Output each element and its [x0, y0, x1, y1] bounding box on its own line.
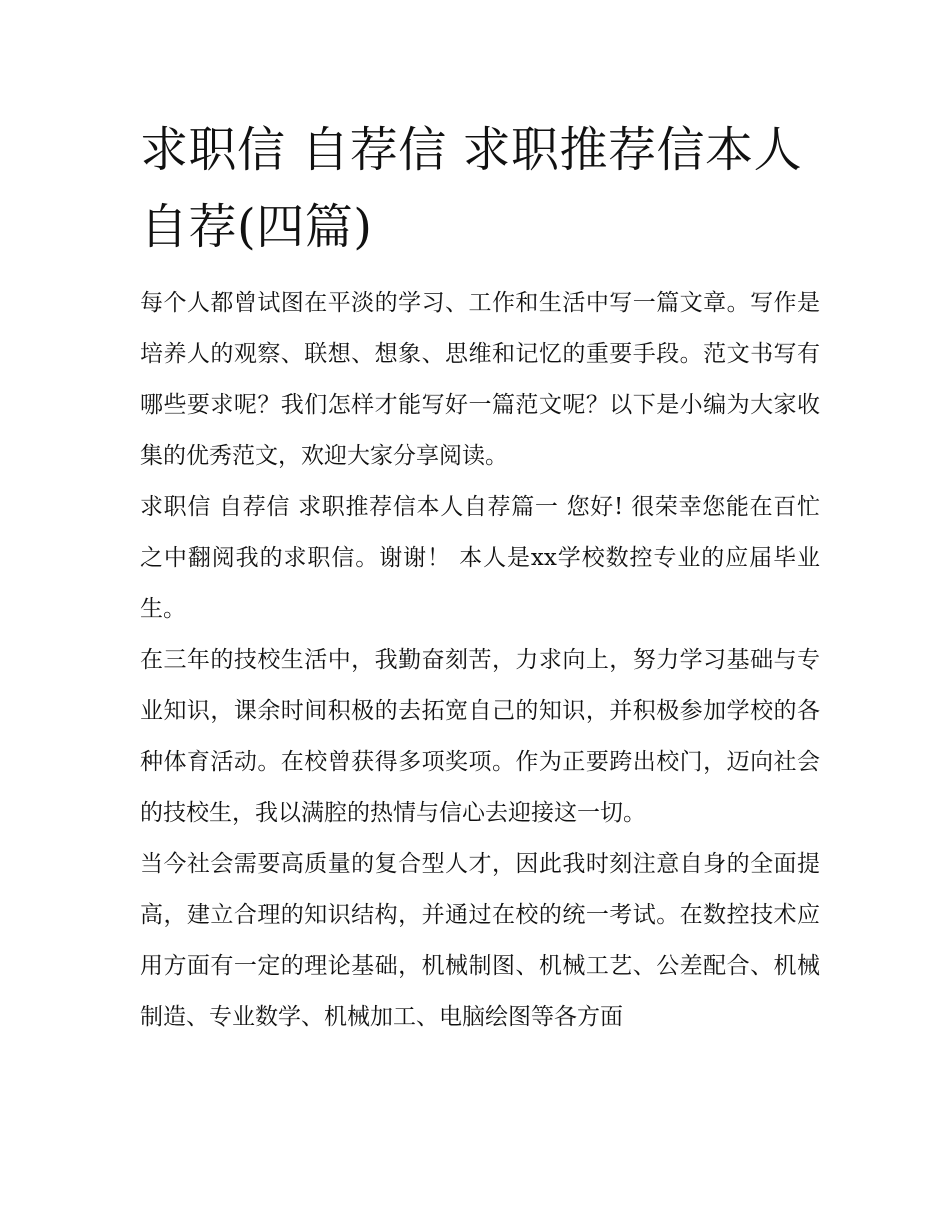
paragraph-skills: 当今社会需要高质量的复合型人才，因此我时刻注意自身的全面提高，建立合理的知识结构，并通过在校的统一考试。在数控技术应用方面有一定的理论基础，机械制图、机械工艺、公差配合、机械制造、专业数学、机械加工、电脑绘图等各方面 — [140, 851, 820, 1030]
document-body — [140, 278, 820, 1043]
paragraph-intro: 每个人都曾试图在平淡的学习、工作和生活中写一篇文章。写作是培养人的观察、联想、想象、思维和记忆的重要手段。范文书写有哪些要求呢？我们怎样才能写好一篇范文呢？以下是小编为大家收集的优秀范文，欢迎大家分享阅读。 — [140, 290, 820, 469]
paragraph-greeting: 求职信 自荐信 求职推荐信本人自荐篇一 您好! 很荣幸您能在百忙之中翻阅我的求职信。谢谢！ 本人是xx学校数控专业的应届毕业生。 — [140, 494, 820, 622]
document-page — [140, 112, 820, 1043]
document-title: 求职信 自荐信 求职推荐信本人自荐(四篇) — [140, 122, 803, 255]
paragraph-school-life: 在三年的技校生活中，我勤奋刻苦，力求向上，努力学习基础与专业知识，课余时间积极的去拓宽自己的知识，并积极参加学校的各种体育活动。在校曾获得多项奖项。作为正要跨出校门，迈向社会的技校生，我以满腔的热情与信心去迎接这一切。 — [140, 647, 820, 826]
